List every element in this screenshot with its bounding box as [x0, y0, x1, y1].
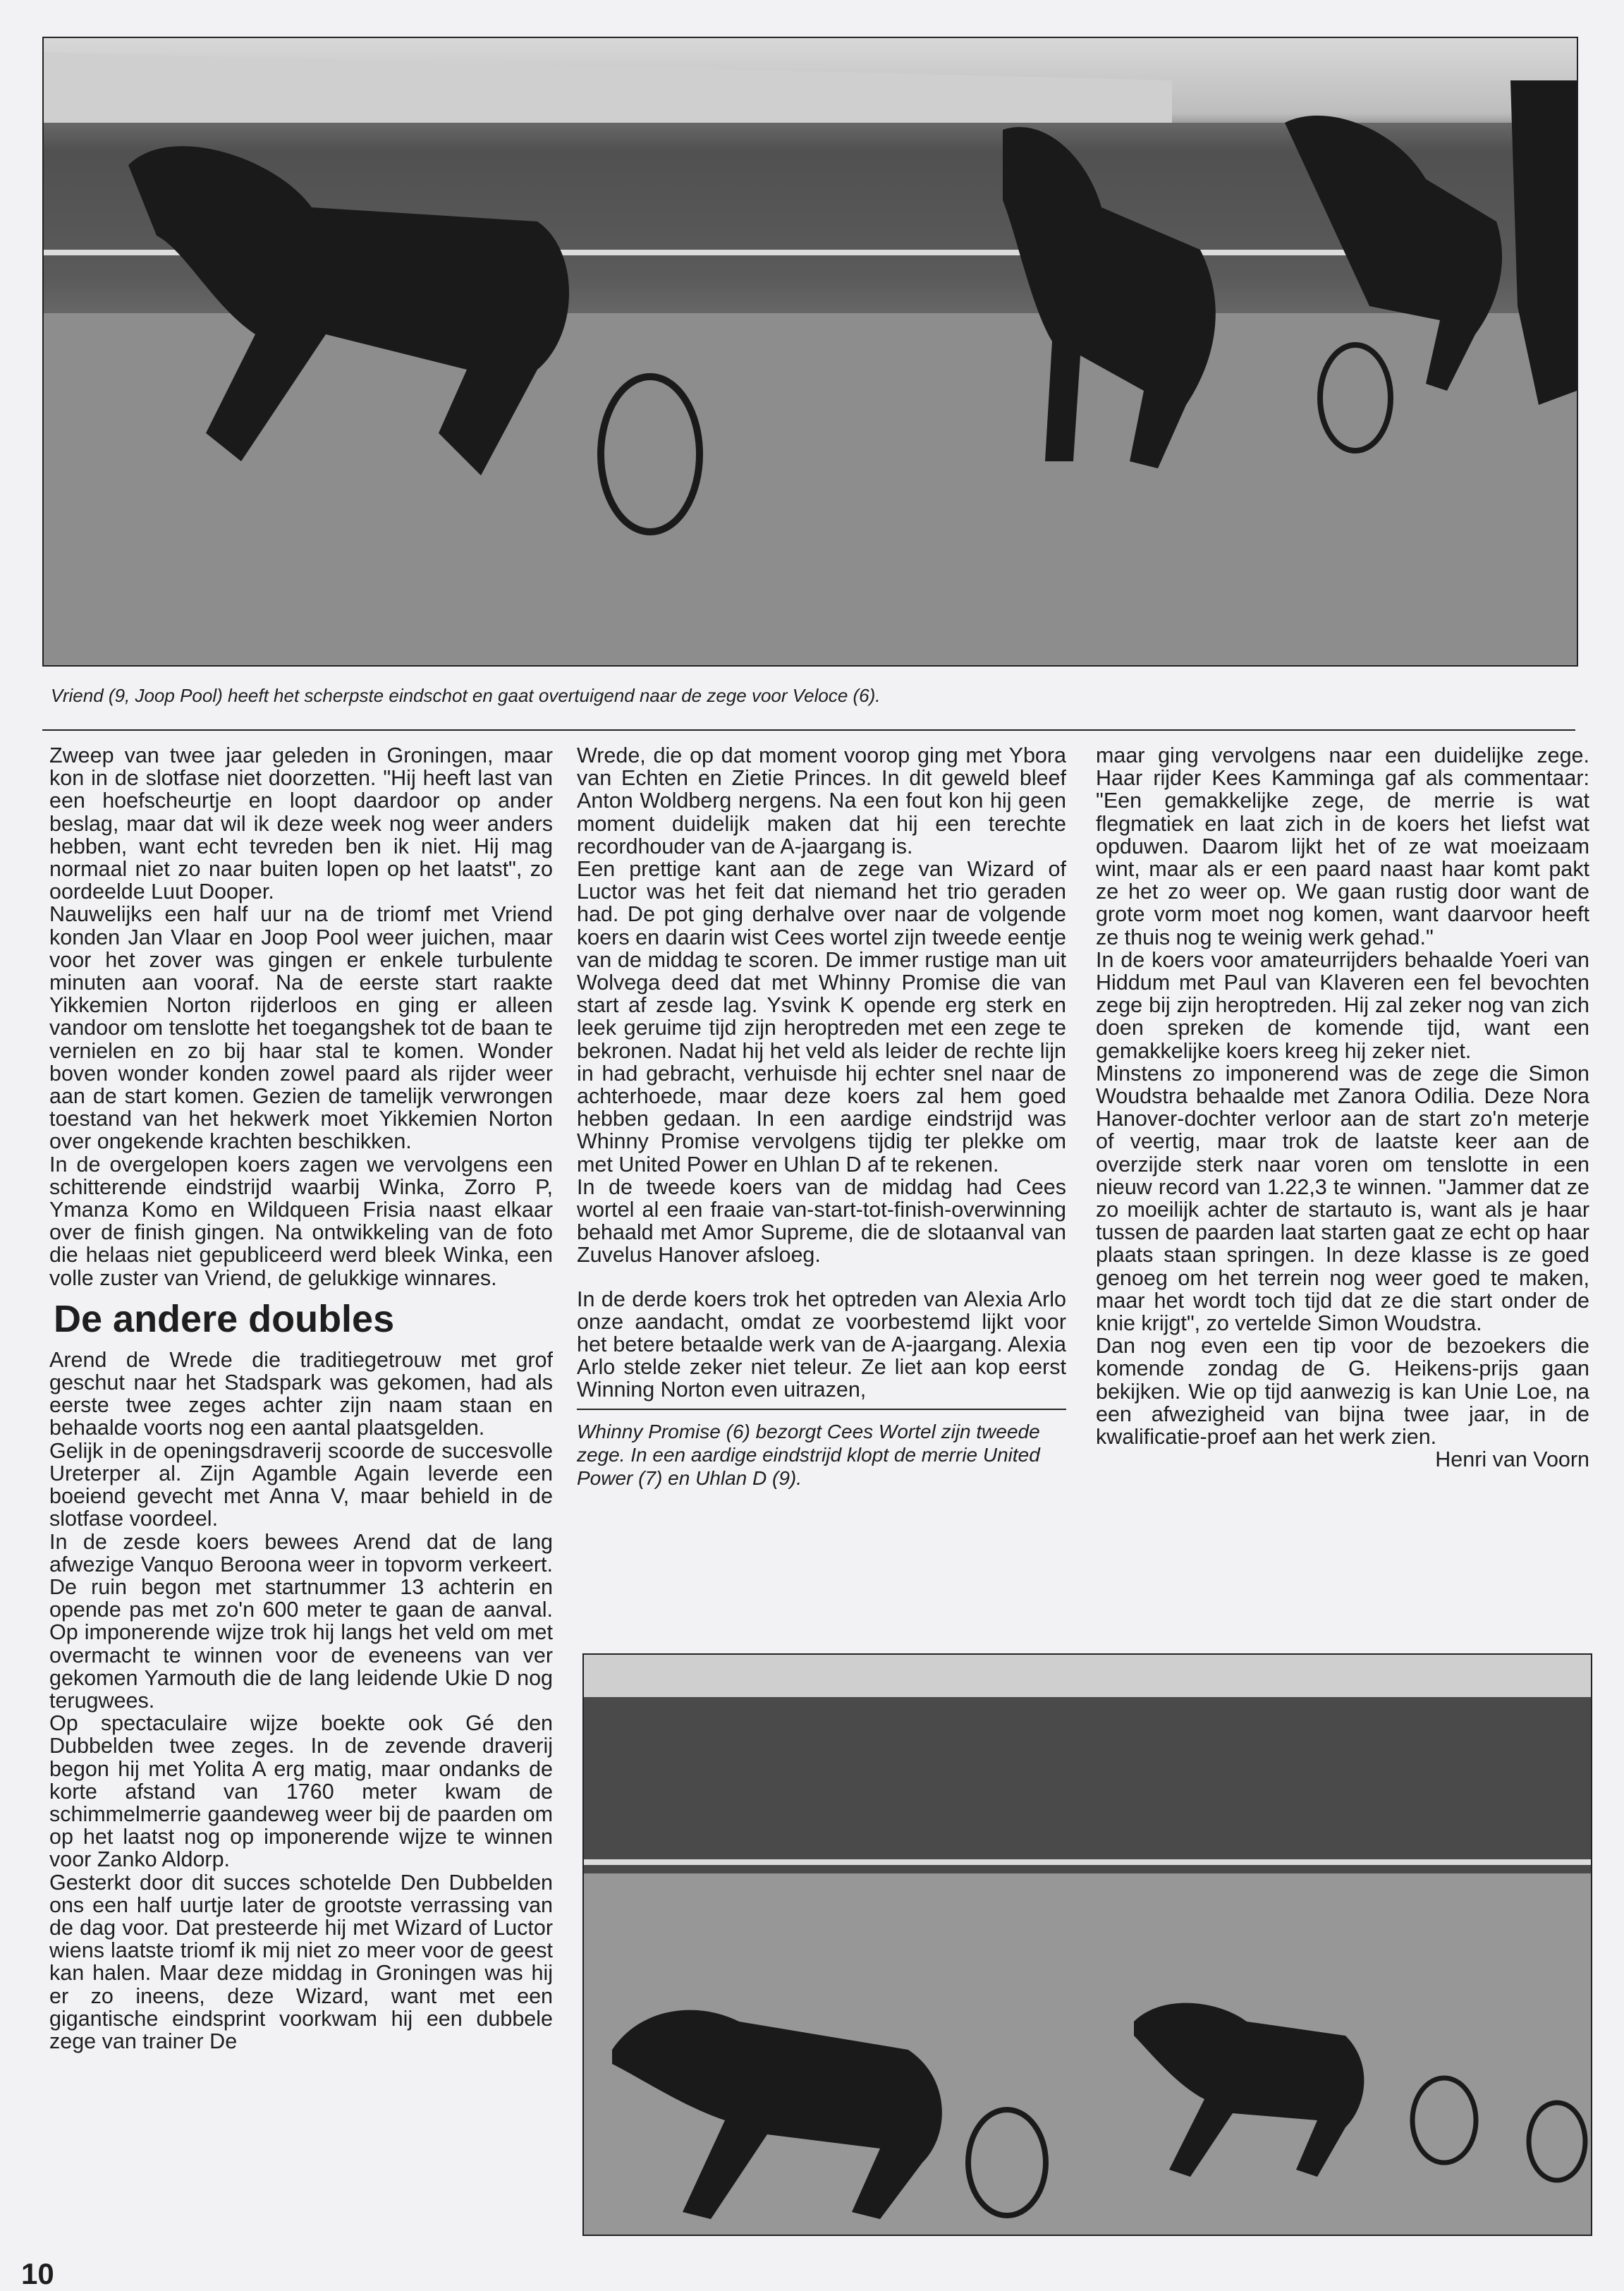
bottom-photo-caption: Whinny Promise (6) bezorgt Cees Wortel zijn tweede zege. In een aardige eindstrijd klopt de merrie United Power (7) en Uhlan D (9).: [577, 1420, 1040, 1489]
paragraph: In de derde koers trok het optreden van Alexia Arlo onze aandacht, omdat ze voorbestemd lijkt voor het betere betaalde werk van de A-jaargang. Alexia Arlo stelde zeker niet teleur. Ze liet aan kop eerst Winning Norton even uitrazen,: [577, 1287, 1066, 1402]
paragraph: Arend de Wrede die traditiegetrouw met grof geschut naar het Stadspark was gekomen, had als eerste twee zeges achter zijn naam staan en behaalde voorts nog een aantal plaatsgelden.: [49, 1347, 553, 1440]
harness-racing-photo-icon: [584, 1655, 1591, 2235]
bottom-photo: [582, 1653, 1592, 2236]
paragraph: Nauwelijks een half uur na de triomf met Vriend konden Jan Vlaar en Joop Pool weer juichen, maar voor het zover was gingen er enkele turbulente minuten aan vooraf. Na de eerste start raakte Yikkemien Norton rijderloos en ging er alleen vandoor om tenslotte het toegangshek tot de baan te vernielen en zo bij haar stal te komen. Wonder boven wonder konden zowel paard als rijder weer aan de start komen. Gezien de tamelijk verwrongen toestand van het hekwerk moet Yikkemien Norton over ongekende krachten beschikken.: [49, 902, 553, 1154]
top-photo-caption: Vriend (9, Joop Pool) heeft het scherpste eindschot en gaat overtuigend naar de zege voor Veloce (6).: [51, 685, 881, 706]
page-number: 10: [21, 2257, 54, 2290]
harness-racing-photo-icon: [44, 38, 1577, 665]
paragraph: Wrede, die op dat moment voorop ging met Ybora van Echten en Zietie Princes. In dit geweld bleef Anton Woldberg nergens. Na een fout kon hij geen moment duidelijk maken dat hij een terechte recordhouder van de A-jaargang is.: [577, 743, 1066, 858]
column-3: [1096, 744, 1589, 1471]
paragraph: Gesterkt door dit succes schotelde Den Dubbelden ons een half uurtje later de grootste verrassing van de dag voor. Dat presteerde hij met Wizard of Luctor wiens laatste triomf ik mij niet zo meer voor de geest kan halen. Maar deze middag in Groningen was hij er zo ineens, deze Wizard, want met een gigantische eindsprint voorkwam hij een dubbele zege van trainer De: [49, 1870, 553, 2053]
paragraph: In de tweede koers van de middag had Cees wortel al een fraaie van-start-tot-finish-overwinning behaald met Amor Supreme, die de slotaanval van Zuvelus Hanover afsloeg.: [577, 1174, 1066, 1268]
paragraph: In de koers voor amateurrijders behaalde Yoeri van Hiddum met Paul van Klaveren een fel bevochten zege bij zijn heroptreden. Hij zal zeker nog van zich doen spreken de komende tijd, want een gemakkelijke koers kreeg hij zeker niet.: [1096, 947, 1589, 1063]
author-byline: Henri van Voorn: [1435, 1447, 1589, 1472]
paragraph: Een prettige kant aan de zege van Wizard of Luctor was het feit dat niemand het trio geraden had. De pot ging derhalve over naar de volgende koers en daarin wist Cees wortel zijn tweede eentje van de middag te scoren. De immer rustige man uit Wolvega deed dat met Whinny Promise die van start af zesde lag. Ysvink K opende erg sterk en leek geruime tijd zijn heroptreden met een zege te bekronen. Nadat hij het veld als leider de rechte lijn in had gebracht, verhuisde hij echter snel naar de achterhoede, maar deze koers zal hem goed hebben gedaan. In een aardige eindstrijd was Whinny Promise vervolgens tijdig ter plekke om met United Power en Uhlan D af te rekenen.: [577, 857, 1066, 1177]
column-2: [577, 744, 1066, 1490]
paragraph: Zweep van twee jaar geleden in Groningen, maar kon in de slotfase niet doorzetten. "Hij heeft last van een hoefscheurtje en loopt daardoor op ander beslag, maar dat wil ik deze week nog weer anders hebben, want echt tevreden ben ik niet. Hij mag normaal niet zo naar buiten lopen op het laatst", zo oordeelde Luut Dooper.: [49, 743, 553, 904]
inline-rule: [577, 1409, 1066, 1410]
paragraph: maar ging vervolgens naar een duidelijke zege. Haar rijder Kees Kamminga gaf als commentaar: "Een gemakkelijke zege, de merrie is wat flegmatiek en laat zich in de koers het liefst wat opduwen. Daarom lijkt het of ze wat moeizaam wint, maar als er een paard naast haar komt pakt ze het zo weer op. We gaan rustig door want de grote vorm moet nog komen, want daarvoor heeft ze thuis nog te weinig werk gehad.": [1096, 743, 1589, 949]
caption-rule: [42, 729, 1575, 731]
paragraph: Minstens zo imponerend was de zege die Simon Woudstra behaalde met Zanora Odilia. Deze Nora Hanover-dochter verloor aan de start zo'n meterje of veertig, maar trok de laatste keer aan de overzijde sterk naar voren om tenslotte in een nieuw record van 1.22,3 te winnen. "Jammer dat ze zo moeilijk achter de startauto is, want als je haar tussen de paarden laat starten gaat ze echt op haar plaats staan springen. In deze klasse is ze goed genoeg om het terrein nog weer goed te maken, maar het wordt toch tijd dat ze die start onder de knie krijgt", zo vertelde Simon Woudstra.: [1096, 1061, 1589, 1336]
column-1: [49, 744, 553, 2053]
paragraph: Dan nog even een tip voor de bezoekers die komende zondag de G. Heikens-prijs gaan bekijken. Wie op tijd aanwezig is kan Unie Loe, na een afwezigheid van bijna twee jaar, in de kwalificatie-proef aan het werk zien.: [1096, 1334, 1589, 1450]
paragraph: Gelijk in de openingsdraverij scoorde de succesvolle Ureterper al. Zijn Agamble Again leverde een boeiend gevecht met Anna V, maar behield in de slotfase voordeel.: [49, 1438, 553, 1531]
top-photo: [42, 37, 1578, 667]
section-heading: De andere doubles: [54, 1297, 395, 1340]
paragraph: In de overgelopen koers zagen we vervolgens een schitterende eindstrijd waarbij Winka, Zorro P, Ymanza Komo en Wildqueen Frisia naast elkaar over de finish gingen. Na ontwikkeling van de foto die helaas niet gepubliceerd werd bleek Winka, een volle zuster van Vriend, de gelukkige winnares.: [49, 1152, 553, 1290]
paragraph: Op spectaculaire wijze boekte ook Gé den Dubbelden twee zeges. In de zevende draverij begon hij met Yolita A erg matig, maar ondanks de korte afstand van 1760 meter kwam de schimmelmerrie gaandeweg weer bij de paarden om op het laatst nog op imponerende wijze te winnen voor Zanko Aldorp.: [49, 1711, 553, 1872]
paragraph: In de zesde koers bewees Arend dat de lang afwezige Vanquo Beroona weer in topvorm verkeert. De ruin begon met startnummer 13 achterin en opende pas met zo'n 600 meter te gaan de aanval. Op imponerende wijze trok hij langs het veld om met overmacht te winnen voor de eveneens van ver gekomen Yarmouth die de lang leidende Ukie D nog terugwees.: [49, 1529, 553, 1713]
